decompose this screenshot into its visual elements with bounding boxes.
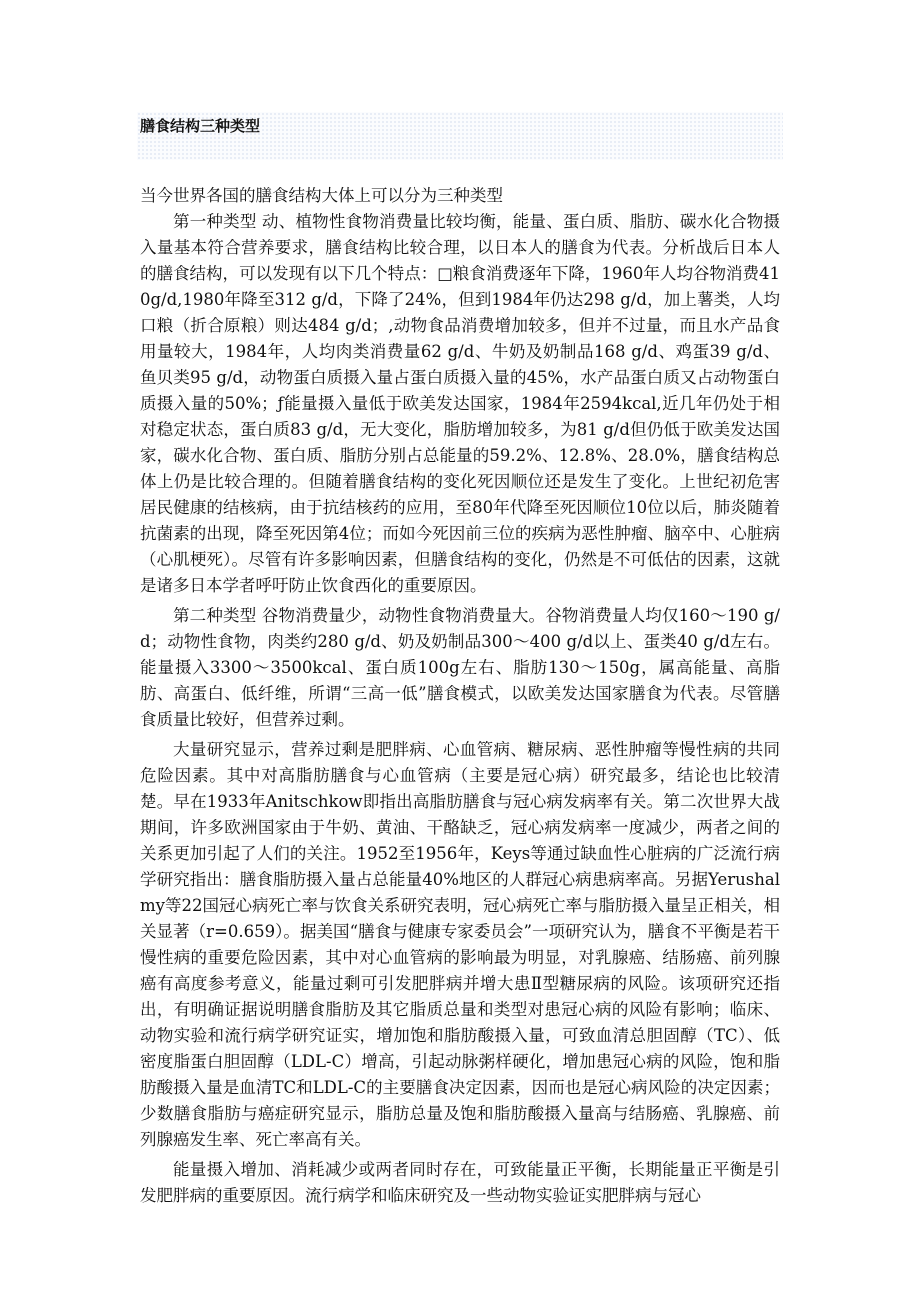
paragraph-type-two: 第二种类型 谷物消费量少，动物性食物消费量大。谷物消费量人均仅160～190 g/d；动物性食物，肉类约280 g/d、奶及奶制品300～400 g/d以上、蛋类40 g/d左右。能量摄入3300～3500kcal、蛋白质100g左右、脂肪130～150g，属高能量、高脂肪、高蛋白、低纤维，所谓“三高一低”膳食模式，以欧美发达国家膳食为代表。尽管膳食质量比较好，但营养过剩。 [140,606,780,729]
paragraph-type-one: 第一种类型 动、植物性食物消费量比较均衡，能量、蛋白质、脂肪、碳水化合物摄入量基本符合营养要求，膳食结构比较合理，以日本人的膳食为代表。分析战后日本人的膳食结构，可以发现有以下几个特点：□粮食消费逐年下降，1960年人均谷物消费410g/d,1980年降至312 g/d，下降了24%，但到1984年仍达298 g/d，加上薯类，人均口粮（折合原粮）则达484 g/d；,动物食品消费增加较多，但并不过量，而且水产品食用量较大，1984年，人均肉类消费量62 g/d、牛奶及奶制品168 g/d、鸡蛋39 g/d、鱼贝类95 g/d，动物蛋白质摄入量占蛋白质摄入量的45%，水产品蛋白质又占动物蛋白质摄入量的50%；ƒ能量摄入量低于欧美发达国家，1984年2594kcal,近几年仍处于相对稳定状态，蛋白质83 g/d，无大变化，脂肪增加较多，为81 g/d但仍低于欧美发达国家，碳水化合物、蛋白质、脂肪分别占总能量的59.2%、12.8%、28.0%，膳食结构总体上仍是比较合理的。但随着膳食结构的变化死因顺位还是发生了变化。上世纪初危害居民健康的结核病，由于抗结核药的应用，至80年代降至死因顺位10位以后，肺炎随着抗菌素的出现，降至死因第4位；而如今死因前三位的疾病为恶性肿瘤、脑卒中、心脏病（心肌梗死）。尽管有许多影响因素，但膳食结构的变化，仍然是不可低估的因素，这就是诸多日本学者呼吁防止饮食西化的重要原因。 [140,212,780,595]
intro-sentence: 当今世界各国的膳食结构大体上可以分为三种类型 [140,186,503,205]
document-title: 膳食结构三种类型 [140,117,261,135]
paragraph-energy-balance: 能量摄入增加、消耗减少或两者同时存在，可致能量正平衡，长期能量正平衡是引发肥胖病的重要原因。流行病学和临床研究及一些动物实验证实肥胖病与冠心 [140,1160,780,1205]
document-body [140,183,780,1213]
paragraph-research: 大量研究显示，营养过剩是肥胖病、心血管病、糖尿病、恶性肿瘤等慢性病的共同危险因素。其中对高脂肪膳食与心血管病（主要是冠心病）研究最多，结论也比较清楚。早在1933年Anitschkow即指出高脂肪膳食与冠心病发病率有关。第二次世界大战期间，许多欧洲国家由于牛奶、黄油、干酪缺乏，冠心病发病率一度减少，两者之间的关系更加引起了人们的关注。1952至1956年，Keys等通过缺血性心脏病的广泛流行病学研究指出：膳食脂肪摄入量占总能量40%地区的人群冠心病患病率高。另据Yerushalmy等22国冠心病死亡率与饮食关系研究表明，冠心病死亡率与脂肪摄入量呈正相关，相关显著（r=0.659）。据美国“膳食与健康专家委员会”一项研究认为，膳食不平衡是若干慢性病的重要危险因素，其中对心血管病的影响最为明显，对乳腺癌、结肠癌、前列腺癌有高度参考意义，能量过剩可引发肥胖病并增大患Ⅱ型糖尿病的风险。该项研究还指出，有明确证据说明膳食脂肪及其它脂质总量和类型对患冠心病的风险有影响；临床、动物实验和流行病学研究证实，增加饱和脂肪酸摄入量，可致血清总胆固醇（TC）、低密度脂蛋白胆固醇（LDL-C）增高，引起动脉粥样硬化，增加患冠心病的风险，饱和脂肪酸摄入量是血清TC和LDL-C的主要膳食决定因素，因而也是冠心病风险的决定因素；少数膳食脂肪与癌症研究显示，脂肪总量及饱和脂肪酸摄入量高与结肠癌、乳腺癌、前列腺癌发生率、死亡率高有关。 [140,740,780,1149]
